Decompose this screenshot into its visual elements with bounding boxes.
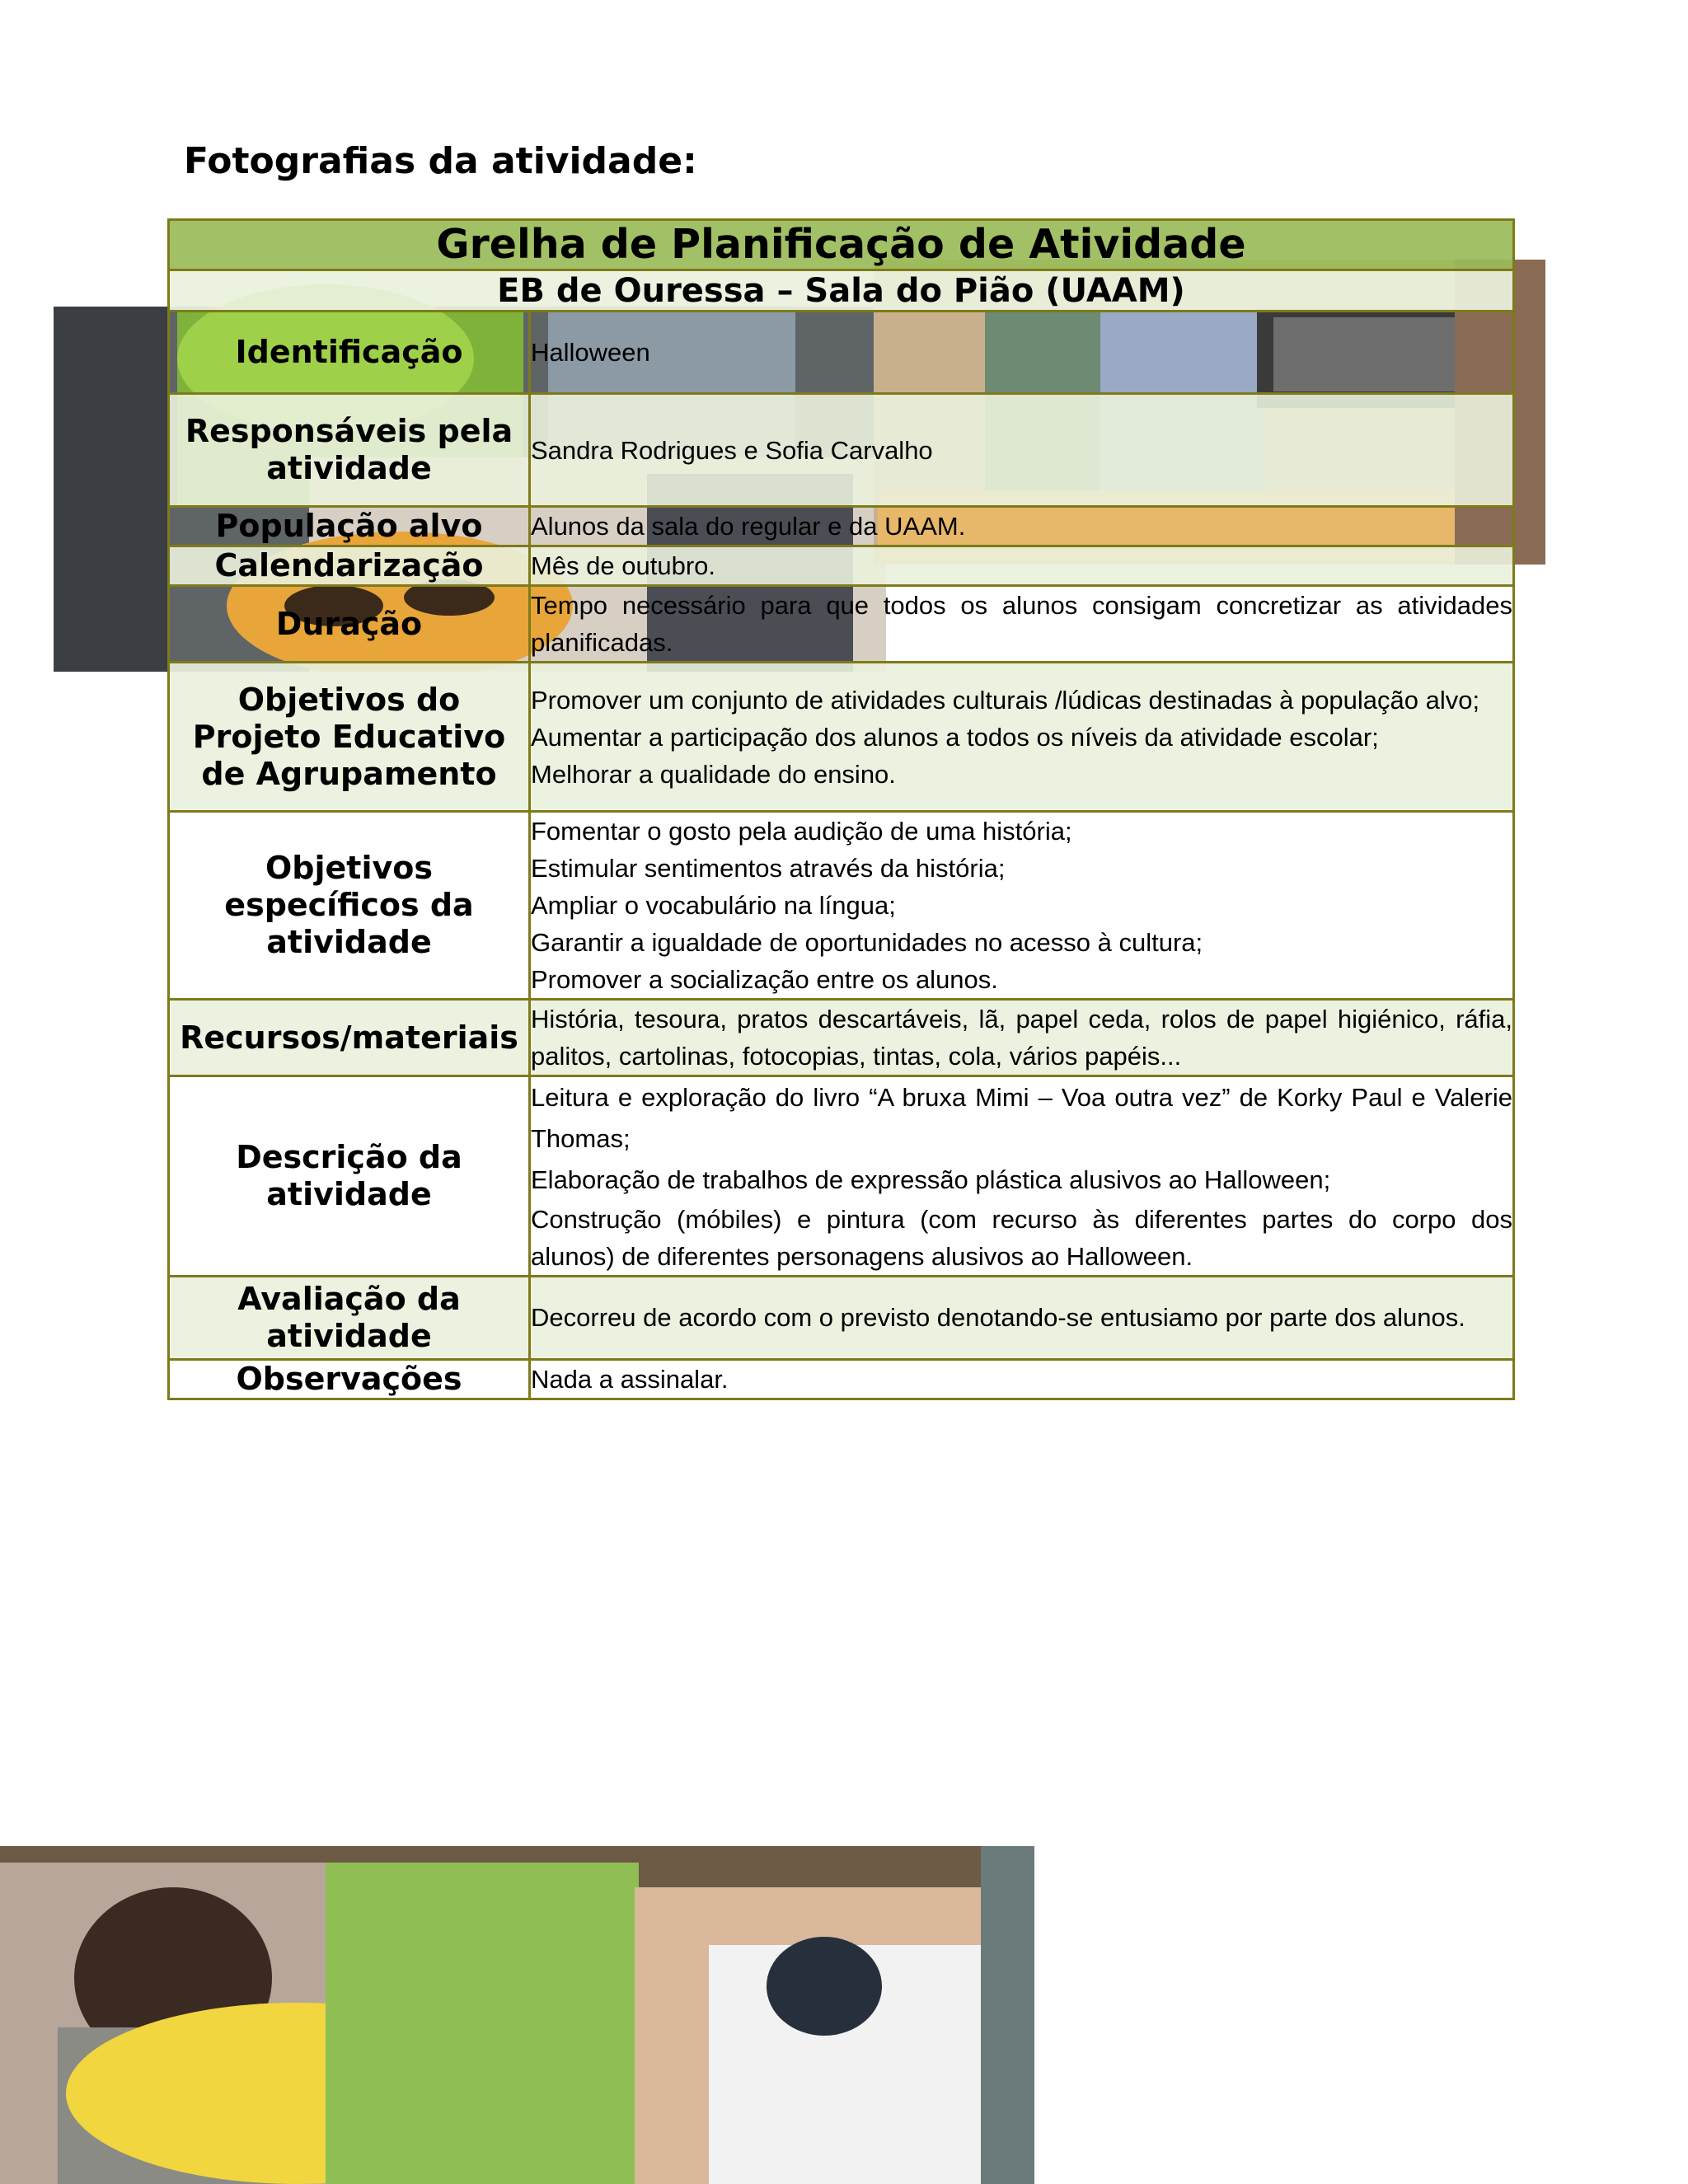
- row-label-objetivos-projeto: Objetivos do Projeto Educativo de Agrupamento: [169, 663, 530, 812]
- row-label-avaliacao: Avaliação da atividade: [169, 1277, 530, 1360]
- row-value-objetivos-especificos: [530, 812, 1514, 1000]
- activity-photo-bottom-collage: [0, 1846, 1034, 2184]
- value-line: Tempo necessário para que todos os alunos consigam concretizar as atividades planificadas.: [531, 591, 1512, 657]
- value-line: Promover um conjunto de atividades culturais /lúdicas destinadas à população alvo;: [531, 685, 1480, 715]
- table-row: [169, 1360, 1514, 1399]
- value-line: História, tesoura, pratos descartáveis, lã, papel ceda, rolos de papel higiénico, ráfia, palitos, cartolinas, fotocopias, tintas, cola, vários papéis...: [531, 1005, 1512, 1071]
- row-label-identificacao: Identificação: [169, 312, 530, 394]
- row-value-observacoes: [530, 1360, 1514, 1399]
- row-label-descricao: Descrição da atividade: [169, 1076, 530, 1277]
- value-line: Ampliar o vocabulário na língua;: [531, 891, 896, 920]
- value-line: Melhorar a qualidade do ensino.: [531, 759, 896, 789]
- table-row: [169, 394, 1514, 507]
- table-row: [169, 1000, 1514, 1076]
- table-row: [169, 546, 1514, 586]
- table-subtitle-row: [169, 270, 1514, 312]
- value-line: Leitura e exploração do livro “A bruxa Mimi – Voa outra vez” de Korky Paul e Valerie Thomas;: [531, 1083, 1512, 1153]
- value-line: Fomentar o gosto pela audição de uma história;: [531, 817, 1072, 846]
- planning-table: [167, 218, 1515, 1400]
- row-label-responsaveis: Responsáveis pela atividade: [169, 394, 530, 507]
- row-value-populacao: [530, 507, 1514, 546]
- row-label-recursos: Recursos/materiais: [169, 1000, 530, 1076]
- table-row: [169, 1277, 1514, 1360]
- row-value-duracao: [530, 586, 1514, 663]
- row-label-calendarizacao: Calendarização: [169, 546, 530, 586]
- table-row: [169, 507, 1514, 546]
- table-row: [169, 586, 1514, 663]
- table-row: [169, 812, 1514, 1000]
- table-subtitle: EB de Ouressa – Sala do Pião (UAAM): [169, 270, 1514, 312]
- table-row: [169, 312, 1514, 394]
- table-row: [169, 1076, 1514, 1277]
- row-value-calendarizacao: [530, 546, 1514, 586]
- value-line: Aumentar a participação dos alunos a todos os níveis da atividade escolar;: [531, 722, 1379, 752]
- section-heading: Fotografias da atividade:: [184, 140, 697, 182]
- table-row: [169, 663, 1514, 812]
- value-line: Garantir a igualdade de oportunidades no acesso à cultura;: [531, 928, 1203, 957]
- value-line: Nada a assinalar.: [531, 1365, 729, 1394]
- value-line: Halloween: [531, 338, 650, 367]
- row-label-objetivos-especificos: Objetivos específicos da atividade: [169, 812, 530, 1000]
- value-line: Decorreu de acordo com o previsto denotando-se entusiamo por parte dos alunos.: [531, 1303, 1465, 1332]
- row-label-populacao: População alvo: [169, 507, 530, 546]
- value-line: Mês de outubro.: [531, 551, 716, 580]
- row-value-objetivos-projeto: [530, 663, 1514, 812]
- row-value-responsaveis: [530, 394, 1514, 507]
- value-line: Promover a socialização entre os alunos.: [531, 965, 998, 994]
- row-value-descricao: [530, 1076, 1514, 1277]
- row-label-duracao: Duração: [169, 586, 530, 663]
- value-line: Construção (móbiles) e pintura (com recurso às diferentes partes do corpo dos alunos) de diferentes personagens alusivos ao Halloween.: [531, 1205, 1512, 1271]
- value-line: Estimular sentimentos através da história;: [531, 854, 1006, 883]
- value-line: Sandra Rodrigues e Sofia Carvalho: [531, 435, 933, 465]
- row-value-avaliacao: [530, 1277, 1514, 1360]
- table-title-row: [169, 220, 1514, 270]
- row-label-observacoes: Observações: [169, 1360, 530, 1399]
- row-value-identificacao: [530, 312, 1514, 394]
- value-line: Elaboração de trabalhos de expressão plástica alusivos ao Halloween;: [531, 1165, 1331, 1194]
- value-line: Alunos da sala do regular e da UAAM.: [531, 512, 966, 541]
- row-value-recursos: [530, 1000, 1514, 1076]
- table-title: Grelha de Planificação de Atividade: [169, 220, 1514, 270]
